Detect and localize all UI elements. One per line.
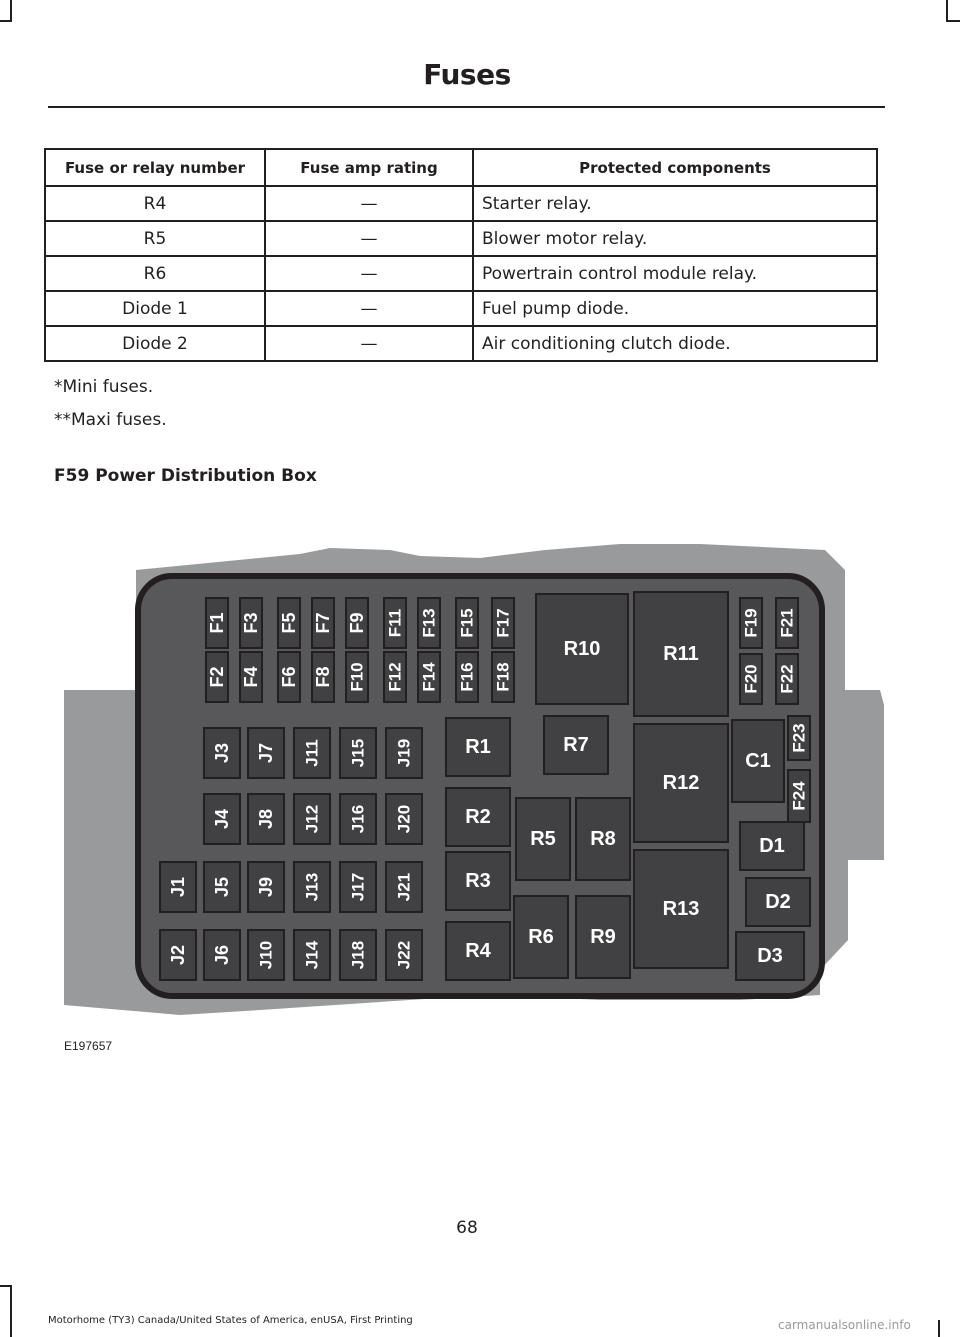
component-label: R11 xyxy=(663,643,699,665)
crop-mark xyxy=(10,1285,12,1337)
fuse-f1 xyxy=(206,598,228,648)
table-cell: Diode 1 xyxy=(45,291,265,326)
jcase-fuse-j3 xyxy=(204,728,240,778)
component-label: J2 xyxy=(168,944,188,966)
jcase-fuse-j2 xyxy=(160,930,196,980)
component-label: R2 xyxy=(465,806,491,828)
jcase-fuse-j20 xyxy=(386,794,422,844)
fuse-f9 xyxy=(346,598,368,648)
jcase-fuse-j1 xyxy=(160,862,196,912)
table-row xyxy=(45,291,877,326)
figure-id: E197657 xyxy=(64,1039,113,1053)
table-cell: Air conditioning clutch diode. xyxy=(473,326,877,361)
component-label: F8 xyxy=(313,666,333,688)
crop-mark xyxy=(946,0,948,22)
table-cell: Starter relay. xyxy=(473,186,877,221)
fuse-f10 xyxy=(346,652,368,702)
component-label: J16 xyxy=(348,804,368,834)
fuse-table xyxy=(44,148,878,362)
power-distribution-box-diagram xyxy=(0,530,960,1060)
component-label: F14 xyxy=(419,662,439,692)
table-cell: R4 xyxy=(45,186,265,221)
fuse-f7 xyxy=(312,598,334,648)
fuse-f21 xyxy=(776,598,798,648)
title-rule xyxy=(48,106,885,108)
table-cell: — xyxy=(265,221,473,256)
component-label: J13 xyxy=(302,872,322,902)
fuse-f19 xyxy=(740,598,762,648)
table-cell: — xyxy=(265,291,473,326)
publication-footer: Motorhome (TY3) Canada/United States of America, enUSA, First Printing xyxy=(48,1315,413,1326)
table-header-row xyxy=(45,149,877,186)
component-label: F20 xyxy=(741,664,761,694)
component-label: J5 xyxy=(212,876,232,898)
component-label: F5 xyxy=(279,612,299,634)
component-label: F1 xyxy=(207,612,227,634)
jcase-fuse-j9 xyxy=(248,862,284,912)
component-label: D3 xyxy=(757,945,783,967)
component-label: J4 xyxy=(212,808,232,830)
relay-r11 xyxy=(634,592,728,716)
fuse-f2 xyxy=(206,652,228,702)
table-cell: Powertrain control module relay. xyxy=(473,256,877,291)
jcase-fuse-j13 xyxy=(294,862,330,912)
component-label: J18 xyxy=(348,940,368,970)
relay-r8 xyxy=(576,798,630,880)
fuse-f8 xyxy=(312,652,334,702)
component-label: J6 xyxy=(212,944,232,966)
component-label: R1 xyxy=(465,736,491,758)
table-cell: R6 xyxy=(45,256,265,291)
component-label: J1 xyxy=(168,876,188,898)
component-label: F11 xyxy=(385,608,405,638)
relay-r12 xyxy=(634,724,728,842)
component-label: J3 xyxy=(212,742,232,764)
component-label: R5 xyxy=(530,828,556,850)
component-label: F17 xyxy=(493,608,513,638)
jcase-fuse-j17 xyxy=(340,862,376,912)
component-label: F13 xyxy=(419,608,439,638)
watermark: carmanualsonline.info xyxy=(778,1318,911,1332)
component-label: F15 xyxy=(457,608,477,638)
component-label: F9 xyxy=(347,612,367,634)
component-label: J9 xyxy=(256,876,276,898)
component-label: F24 xyxy=(789,781,809,811)
column-header: Protected components xyxy=(473,149,877,186)
fuse-f5 xyxy=(278,598,300,648)
relay-r7 xyxy=(544,716,608,774)
jcase-fuse-j12 xyxy=(294,794,330,844)
fuse-f13 xyxy=(418,598,440,648)
crop-mark xyxy=(938,1320,940,1337)
component-label: R3 xyxy=(465,870,491,892)
table-row xyxy=(45,221,877,256)
component-label: D1 xyxy=(759,835,785,857)
fuse-f23 xyxy=(788,716,810,760)
component-label: R9 xyxy=(590,926,616,948)
relay-r9 xyxy=(576,896,630,978)
fuse-f12 xyxy=(384,652,406,702)
table-row xyxy=(45,256,877,291)
component-label: R7 xyxy=(563,734,589,756)
jcase-fuse-j8 xyxy=(248,794,284,844)
component-label: J21 xyxy=(394,872,414,902)
table-cell: Fuel pump diode. xyxy=(473,291,877,326)
fuse-f22 xyxy=(776,654,798,704)
crop-mark xyxy=(946,20,960,22)
jcase-fuse-j4 xyxy=(204,794,240,844)
relay-r4 xyxy=(446,922,510,980)
fuse-f20 xyxy=(740,654,762,704)
relay-r10 xyxy=(536,594,628,704)
component-label: F22 xyxy=(777,664,797,694)
component-label: J12 xyxy=(302,804,322,834)
component-label: F21 xyxy=(777,608,797,638)
fuse-f4 xyxy=(240,652,262,702)
table-cell: R5 xyxy=(45,221,265,256)
component-label: J15 xyxy=(348,738,368,768)
fuse-f16 xyxy=(456,652,478,702)
relay-r13 xyxy=(634,850,728,968)
relay-r1 xyxy=(446,718,510,776)
table-cell: — xyxy=(265,186,473,221)
jcase-fuse-j14 xyxy=(294,930,330,980)
component-label: R13 xyxy=(662,898,700,920)
crop-mark xyxy=(10,0,12,22)
fuse-f15 xyxy=(456,598,478,648)
component-label: R8 xyxy=(590,828,616,850)
table-cell: Diode 2 xyxy=(45,326,265,361)
component-label: F4 xyxy=(241,666,261,688)
crop-mark xyxy=(0,20,12,22)
component-label: F16 xyxy=(457,662,477,692)
component-label: F18 xyxy=(493,662,513,692)
fuse-f18 xyxy=(492,652,514,702)
fuse-f17 xyxy=(492,598,514,648)
table-cell: Blower motor relay. xyxy=(473,221,877,256)
mini-fuses-note: *Mini fuses. xyxy=(54,377,154,397)
relay-r6 xyxy=(514,896,568,978)
diode-d2 xyxy=(746,878,810,926)
relay-r5 xyxy=(516,798,570,880)
jcase-fuse-j16 xyxy=(340,794,376,844)
component-label: F2 xyxy=(207,666,227,688)
component-label: R6 xyxy=(528,926,554,948)
crop-mark xyxy=(0,1285,12,1287)
table-cell: — xyxy=(265,326,473,361)
jcase-fuse-j10 xyxy=(248,930,284,980)
table-cell: — xyxy=(265,256,473,291)
component-label: F19 xyxy=(741,608,761,638)
jcase-fuse-j5 xyxy=(204,862,240,912)
jcase-fuse-j22 xyxy=(386,930,422,980)
fuse-f14 xyxy=(418,652,440,702)
page-number: 68 xyxy=(456,1218,478,1238)
component-label: F12 xyxy=(385,662,405,692)
component-label: J17 xyxy=(348,872,368,902)
component-label: J8 xyxy=(256,808,276,830)
jcase-fuse-j15 xyxy=(340,728,376,778)
fuse-f3 xyxy=(240,598,262,648)
component-label: C1 xyxy=(745,750,771,772)
column-header: Fuse or relay number xyxy=(45,149,265,186)
component-label: D2 xyxy=(765,891,791,913)
component-label: R12 xyxy=(662,772,700,794)
jcase-fuse-j18 xyxy=(340,930,376,980)
jcase-fuse-j11 xyxy=(294,728,330,778)
relay-r3 xyxy=(446,852,510,910)
component-label: F7 xyxy=(313,612,333,634)
table-row xyxy=(45,326,877,361)
component-label: J22 xyxy=(394,940,414,970)
component-label: J19 xyxy=(394,738,414,768)
diagram-heading: F59 Power Distribution Box xyxy=(54,466,317,486)
page-title: Fuses xyxy=(423,58,511,91)
fuse-f24 xyxy=(788,770,810,822)
component-label: R10 xyxy=(563,638,601,660)
column-header: Fuse amp rating xyxy=(265,149,473,186)
component-label: J10 xyxy=(256,940,276,970)
jcase-fuse-j7 xyxy=(248,728,284,778)
fuse-f11 xyxy=(384,598,406,648)
component-label: J14 xyxy=(302,940,322,970)
jcase-fuse-j6 xyxy=(204,930,240,980)
component-label: J11 xyxy=(302,739,322,767)
maxi-fuses-note: **Maxi fuses. xyxy=(54,410,167,430)
jcase-fuse-j19 xyxy=(386,728,422,778)
component-label: J7 xyxy=(256,742,276,764)
component-label: J20 xyxy=(394,804,414,834)
fuse-f6 xyxy=(278,652,300,702)
component-label: F6 xyxy=(279,666,299,688)
component-c1 xyxy=(732,720,784,802)
relay-r2 xyxy=(446,788,510,846)
component-label: F10 xyxy=(347,662,367,692)
component-label: F23 xyxy=(789,723,809,753)
component-label: F3 xyxy=(241,612,261,634)
diode-d1 xyxy=(740,822,804,870)
jcase-fuse-j21 xyxy=(386,862,422,912)
component-label: R4 xyxy=(465,940,491,962)
table-row xyxy=(45,186,877,221)
diode-d3 xyxy=(736,932,804,980)
